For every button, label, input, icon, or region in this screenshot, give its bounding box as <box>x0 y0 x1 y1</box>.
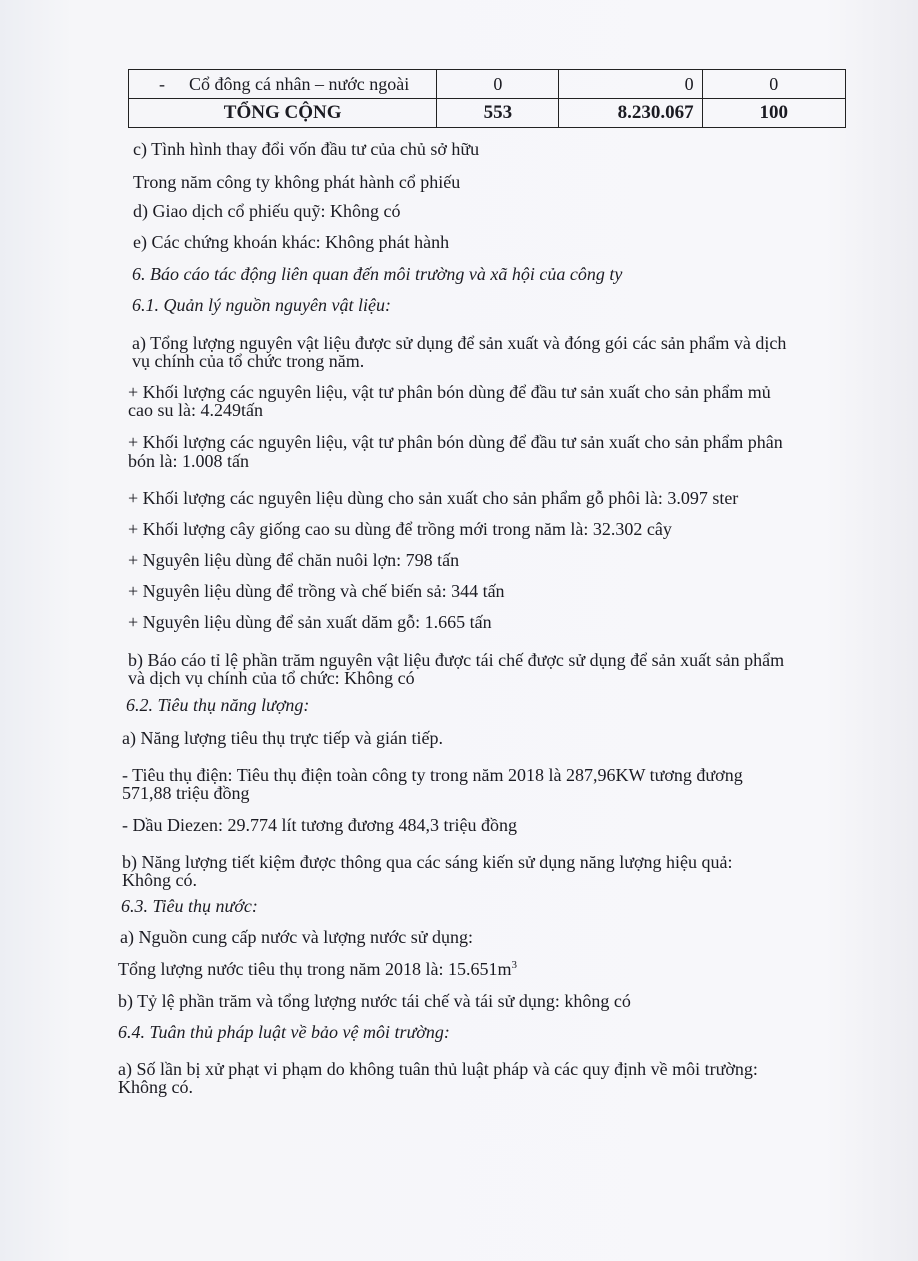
compliance-a-line1: a) Số lần bị xử phạt vi phạm do không tuân thủ luật pháp và các quy định về môi trường: <box>118 1059 758 1079</box>
material-seedlings: + Khối lượng cây giống cao su dùng để trồng mới trong năm là: 32.302 cây <box>128 519 672 539</box>
section-6-2-heading: 6.2. Tiêu thụ năng lượng: <box>126 695 310 715</box>
total-percent: 100 <box>702 99 845 128</box>
total-label: TỔNG CỘNG <box>129 99 437 128</box>
row-dash: - <box>159 73 165 94</box>
table-row-total <box>129 99 846 128</box>
compliance-a-line2: Không có. <box>118 1077 193 1097</box>
material-a-line2: vụ chính của tổ chức trong năm. <box>132 351 365 371</box>
shareholder-table <box>128 69 846 128</box>
total-count: 553 <box>437 99 559 128</box>
diesel: - Dầu Diezen: 29.774 lít tương đương 484,3 triệu đồng <box>122 815 517 835</box>
section-6-1-heading: 6.1. Quản lý nguồn nguyên vật liệu: <box>132 295 391 315</box>
section-c-heading: c) Tình hình thay đổi vốn đầu tư của chủ sở hữu <box>133 139 480 159</box>
material-b-line2: và dịch vụ chính của tổ chức: Không có <box>128 668 415 688</box>
energy-b-line2: Không có. <box>122 870 197 890</box>
water-total <box>118 958 517 980</box>
section-6-3-heading: 6.3. Tiêu thụ nước: <box>121 896 258 916</box>
water-b: b) Tỷ lệ phần trăm và tổng lượng nước tái chế và tái sử dụng: không có <box>118 991 631 1011</box>
material-fertilizer-line1: + Khối lượng các nguyên liệu, vật tư phân bón dùng để đầu tư sản xuất cho sản phẩm phân <box>128 432 783 452</box>
table-cell-shares: 0 <box>559 70 702 99</box>
total-shares: 8.230.067 <box>559 99 702 128</box>
material-wood: + Khối lượng các nguyên liệu dùng cho sản xuất cho sản phẩm gỗ phôi là: 3.097 ster <box>128 488 739 508</box>
material-lemongrass: + Nguyên liệu dùng để trồng và chế biến sả: 344 tấn <box>128 581 505 601</box>
water-total-text: Tổng lượng nước tiêu thụ trong năm 2018 là: 15.651m <box>118 959 512 979</box>
table-cell-count: 0 <box>437 70 559 99</box>
material-rubber-line2: cao su là: 4.249tấn <box>128 400 263 420</box>
electricity-line2: 571,88 triệu đồng <box>122 783 250 803</box>
table-cell-label <box>129 70 437 99</box>
row-label: Cổ đông cá nhân – nước ngoài <box>189 73 410 94</box>
energy-a: a) Năng lượng tiêu thụ trực tiếp và gián tiếp. <box>122 728 443 748</box>
section-c-text: Trong năm công ty không phát hành cổ phiếu <box>133 172 461 192</box>
material-pig: + Nguyên liệu dùng để chăn nuôi lợn: 798 tấn <box>128 550 460 570</box>
section-d-text: d) Giao dịch cổ phiếu quỹ: Không có <box>133 201 401 221</box>
water-a: a) Nguồn cung cấp nước và lượng nước sử dụng: <box>120 927 474 947</box>
section-6-heading: 6. Báo cáo tác động liên quan đến môi trường và xã hội của công ty <box>132 264 623 284</box>
water-unit-exponent: 3 <box>511 959 518 971</box>
table-cell-percent: 0 <box>702 70 845 99</box>
energy-b-line1: b) Năng lượng tiết kiệm được thông qua các sáng kiến sử dụng năng lượng hiệu quả: <box>122 852 733 872</box>
section-6-4-heading: 6.4. Tuân thủ pháp luật về bảo vệ môi trường: <box>118 1022 450 1042</box>
material-rubber-line1: + Khối lượng các nguyên liệu, vật tư phân bón dùng để đầu tư sản xuất cho sản phẩm mủ <box>128 382 771 402</box>
material-a-line1: a) Tổng lượng nguyên vật liệu được sử dụng để sản xuất và đóng gói các sản phẩm và dịch <box>132 333 787 353</box>
material-fertilizer-line2: bón là: 1.008 tấn <box>128 451 249 471</box>
material-b-line1: b) Báo cáo tỉ lệ phần trăm nguyên vật liệu được tái chế được sử dụng để sản xuất sản phẩm <box>128 650 785 670</box>
section-e-text: e) Các chứng khoán khác: Không phát hành <box>133 232 450 252</box>
electricity-line1: - Tiêu thụ điện: Tiêu thụ điện toàn công ty trong năm 2018 là 287,96KW tương đương <box>122 765 743 785</box>
table-row <box>129 70 846 99</box>
material-woodchip: + Nguyên liệu dùng để sản xuất dăm gỗ: 1.665 tấn <box>128 612 492 632</box>
